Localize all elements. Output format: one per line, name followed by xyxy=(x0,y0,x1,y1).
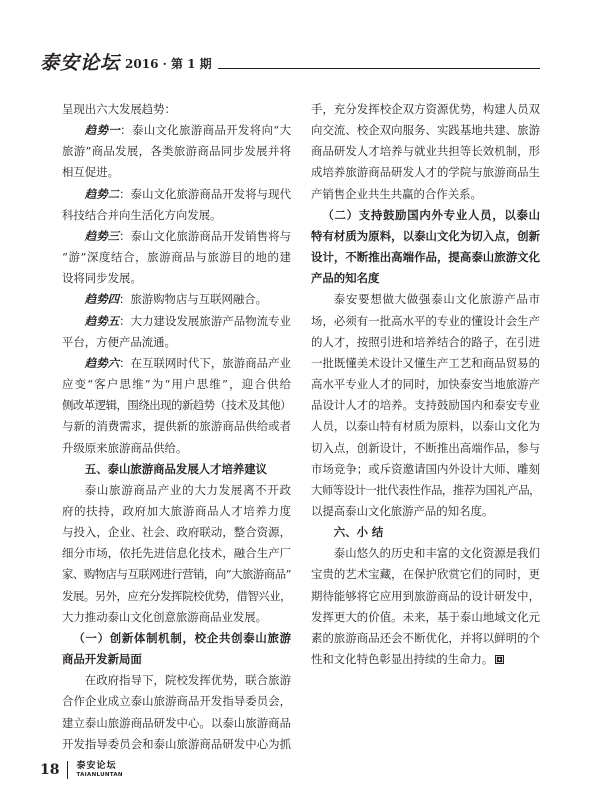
text-line: 宝贵的艺术宝藏，在保护欣赏它们的同时，更 xyxy=(311,567,540,582)
page-footer xyxy=(40,760,123,780)
text-line: 合作企业成立泰山旅游商品开发指导委员会， xyxy=(62,694,291,709)
trend-label: 趋势一 xyxy=(84,123,121,138)
running-header xyxy=(40,50,540,74)
text-line: 建立泰山旅游商品研发中心。以泰山旅游商品 xyxy=(62,715,291,730)
header-rule xyxy=(218,68,540,69)
text-line: 设将同步发展。 xyxy=(62,271,142,286)
trend-text: ：大力建设发展旅游产品物流专业 xyxy=(119,313,291,328)
trend-label: 趋势三 xyxy=(84,228,120,243)
trend-1 xyxy=(62,120,291,183)
text-line: 的人才，按照引进和培养结合的路子，在引进 xyxy=(311,334,540,349)
text-line: 科技结合并向生活化方向发展。 xyxy=(62,207,222,222)
text-line xyxy=(62,311,291,332)
text-line: 商品研发人才培养与就业共担等长效机制，形 xyxy=(311,144,540,159)
text-line: 侧改革逻辑，围绕出现的新趋势（技术及其他） xyxy=(62,398,291,413)
text-line: 呈现出六大发展趋势： xyxy=(62,102,176,116)
text-line: 市场竞争；或斥资邀请国内外设计大师、雕刻 xyxy=(311,461,540,476)
section-heading: 五、泰山旅游商品发展人才培养建议 xyxy=(84,461,268,476)
text-line: 场，必须有一批高水平的专业的懂设计会生产 xyxy=(311,313,540,328)
text-line: 在政府指导下，院校发挥优势，联合旅游 xyxy=(84,673,291,688)
trend-label: 趋势四 xyxy=(84,292,119,307)
trend-text: ：泰山文化旅游商品开发将与现代 xyxy=(119,186,291,201)
text-line: 以提高泰山文化旅游产品的知名度。 xyxy=(311,503,494,518)
text-line: 向交流、校企双向服务、实践基地共建、旅游 xyxy=(311,123,540,138)
text-line xyxy=(62,289,291,310)
text-line xyxy=(62,353,291,374)
text-line: 家、购物店与互联网进行营销，向“大旅游商品” xyxy=(62,567,291,582)
text-line: 高水平专业人才的同时，加快泰安当地旅游产 xyxy=(311,377,540,392)
subsection-1-paragraph xyxy=(62,670,291,755)
footer-journal-name: 泰安论坛 xyxy=(76,760,117,771)
end-mark-icon xyxy=(495,655,504,664)
text-line xyxy=(62,226,291,247)
text-line xyxy=(62,120,291,141)
trend-2 xyxy=(62,184,291,226)
text-line: 一批既懂美术设计又懂生产工艺和商品贸易的 xyxy=(311,355,540,370)
text-line: 发展。另外，应充分发挥院校优势，借智兴业， xyxy=(62,588,291,603)
text-line: 开发指导委员会和泰山旅游商品研发中心为抓 xyxy=(62,736,291,751)
text-line: 与投入，企业、社会、政府联动，整合资源， xyxy=(62,525,291,540)
text-line: 素的旅游商品还会不断优化，并将以鲜明的个 xyxy=(311,630,540,645)
page-number: 18 xyxy=(40,762,60,778)
trend-text: ：泰山文化旅游商品开发销售将与 xyxy=(119,228,291,243)
text-line: 应变“客户思维”为“用户思维”，迎合供给 xyxy=(62,377,291,392)
text-line: 人员，以泰山特有材质为原料，以泰山文化为 xyxy=(311,419,540,434)
left-column xyxy=(62,99,291,755)
trend-label: 趋势六 xyxy=(84,355,120,370)
text-line: 细分市场，依托先进信息化技术，融合生产厂 xyxy=(62,546,291,561)
text-line: 与新的消费需求，提供新的旅游商品供给或者 xyxy=(62,419,291,434)
footer-divider xyxy=(67,761,68,779)
text-line: 期待能够将它应用到旅游商品的设计研发中， xyxy=(311,588,540,603)
section-5-paragraph xyxy=(62,480,291,628)
text-line: 旅游”商品发展，各类旅游商品同步发展并将 xyxy=(62,144,291,159)
text-line: 成培养旅游商品研发人才的学院与旅游商品生 xyxy=(311,165,540,180)
subsection-heading xyxy=(311,205,540,290)
trend-text: ：旅游购物店与互联网融合。 xyxy=(118,292,268,307)
continued-paragraph xyxy=(311,99,540,205)
heading-line: 商品开发新局面 xyxy=(62,652,142,667)
text-line: 发挥更大的价值。未来，基于泰山地域文化元 xyxy=(311,609,540,624)
trend-3 xyxy=(62,226,291,289)
text-line: 大师等设计一批代表性作品，推荐为国礼产品， xyxy=(311,482,540,497)
right-column xyxy=(311,99,540,670)
text-line: 泰山旅游商品产业的大力发展离不开政 xyxy=(84,482,291,497)
text-line: 泰安要想做大做强泰山文化旅游产品市 xyxy=(333,292,540,307)
section-6-paragraph xyxy=(311,543,540,670)
issue-number: 2016 · 第 1 期 xyxy=(125,57,212,71)
text-line: 平台，方便产品流通。 xyxy=(62,334,176,349)
text-line xyxy=(62,184,291,205)
text-line: “游”深度结合，旅游商品与旅游目的地的建 xyxy=(62,250,291,265)
trend-label: 趋势五 xyxy=(84,313,120,328)
trend-5 xyxy=(62,311,291,353)
trend-text: ：在互联网时代下，旅游商品产业 xyxy=(119,355,291,370)
text-line: 升级原来旅游商品供给。 xyxy=(62,440,188,455)
footer-journal-pinyin: TAIANLUNTAN xyxy=(76,771,123,778)
continued-paragraph xyxy=(62,99,291,120)
heading-line: 特有材质为原料，以泰山文化为切入点，创新 xyxy=(311,228,540,243)
trend-text: ：泰山文化旅游商品开发将向“大 xyxy=(120,123,291,138)
text-line: 品设计人才的培养。支持鼓励国内和泰安专业 xyxy=(311,398,540,413)
section-heading: 六、小 结 xyxy=(333,525,384,540)
text-line: 产销售企业共生共赢的合作关系。 xyxy=(311,186,482,201)
text-line: 泰山悠久的历史和丰富的文化资源是我们 xyxy=(333,546,540,561)
text-line: 相互促进。 xyxy=(62,165,119,180)
heading-line: 产品的知名度 xyxy=(311,271,380,286)
heading-line: （二）支持鼓励国内外专业人员，以泰山 xyxy=(322,207,540,222)
heading-line: 设计，不断推出高端作品，提高泰山旅游文化 xyxy=(311,250,540,265)
text-line: 切入点，创新设计，不断推出高端作品，参与 xyxy=(311,440,540,455)
subsection-heading xyxy=(62,628,291,670)
footer-journal xyxy=(76,762,122,779)
text-line: 大力推动泰山文化创意旅游商品业发展。 xyxy=(62,609,268,624)
subsection-2-paragraph xyxy=(311,289,540,522)
trend-label: 趋势二 xyxy=(84,186,120,201)
closing-text: 性和文化特色彰显出持续的生命力。 xyxy=(311,652,494,667)
trend-6 xyxy=(62,353,291,459)
text-line: 手，充分发挥校企双方资源优势，构建人员双 xyxy=(311,102,540,116)
trend-4 xyxy=(62,289,291,310)
text-line: 府的扶持，政府加大旅游商品人才培养力度 xyxy=(62,503,291,518)
text-line xyxy=(311,649,540,670)
heading-line: （一）创新体制机制，校企共创泰山旅游 xyxy=(73,630,291,645)
journal-name: 泰安论坛 xyxy=(40,52,121,74)
